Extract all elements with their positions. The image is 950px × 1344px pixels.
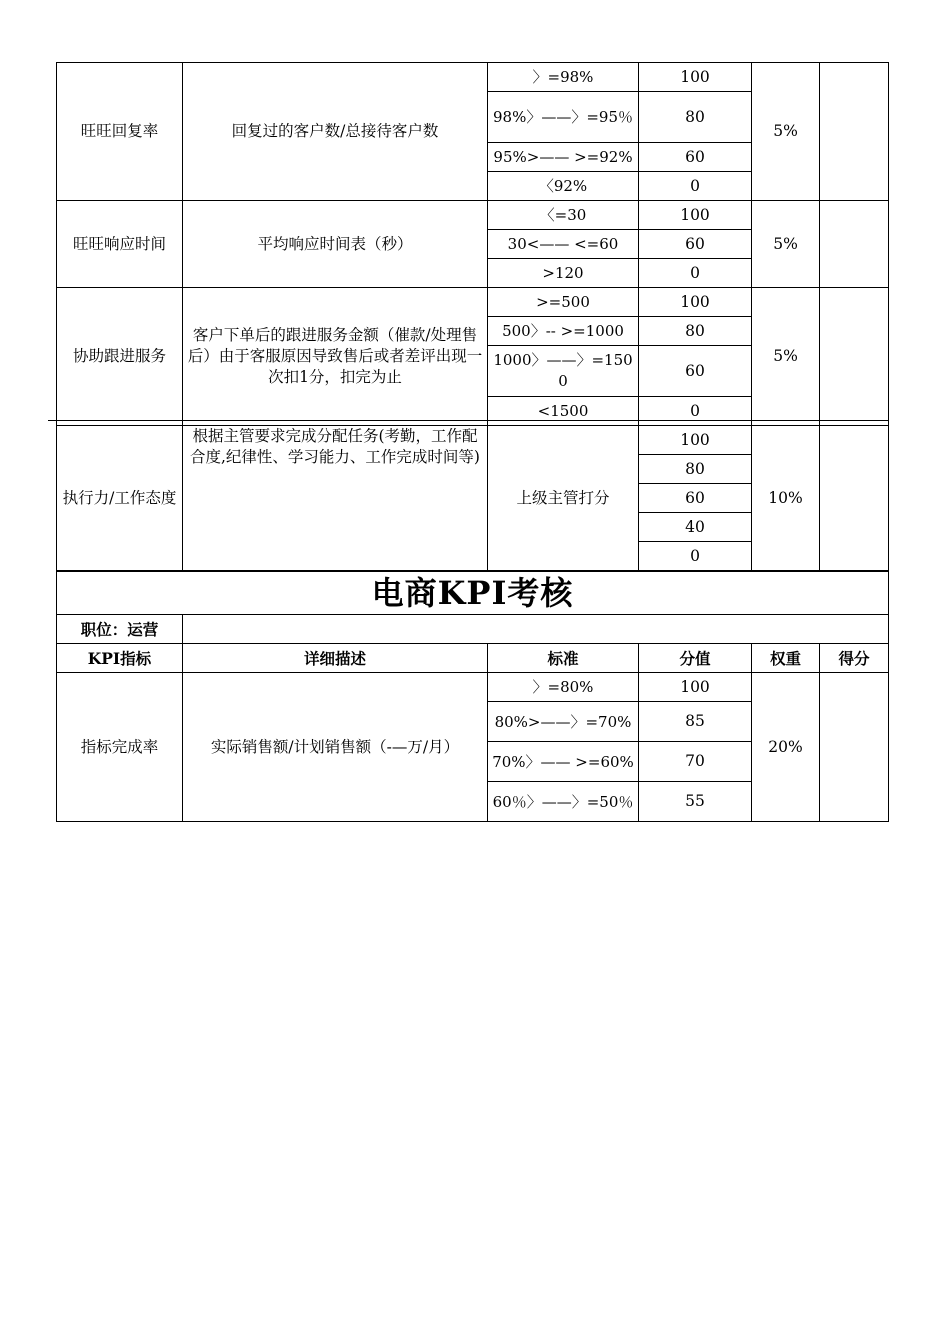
score-cell: 60	[639, 484, 752, 513]
score-cell: 85	[639, 702, 752, 742]
kpi-description-cell: 根据主管要求完成分配任务(考勤，工作配合度,纪律性、学习能力、工作完成时间等)	[183, 426, 488, 572]
score-cell: 100	[639, 201, 752, 230]
table-header-row	[57, 644, 889, 673]
result-score-cell[interactable]	[820, 426, 889, 572]
header-description: 详细描述	[183, 644, 488, 673]
page-break-line	[48, 420, 888, 421]
position-label: 职位：运营	[57, 615, 183, 644]
score-cell: 80	[639, 92, 752, 143]
standard-cell: <1500	[488, 397, 639, 426]
weight-cell: 5%	[752, 201, 820, 288]
standard-cell: 30<—— <=60	[488, 230, 639, 259]
standard-cell: 〉=80%	[488, 673, 639, 702]
standard-cell: 98%〉——〉=95％	[488, 92, 639, 143]
score-cell: 80	[639, 455, 752, 484]
standard-cell: 95%>—— >=92%	[488, 143, 639, 172]
standard-cell: 〈=30	[488, 201, 639, 230]
standard-cell: >120	[488, 259, 639, 288]
score-cell: 60	[639, 230, 752, 259]
result-score-cell[interactable]	[820, 673, 889, 822]
header-standard: 标准	[488, 644, 639, 673]
score-cell: 0	[639, 397, 752, 426]
standard-cell: 60％〉——〉=50％	[488, 782, 639, 822]
kpi-description-cell: 实际销售额/计划销售额（-—万/月）	[183, 673, 488, 822]
header-weight: 权重	[752, 644, 820, 673]
weight-cell: 20%	[752, 673, 820, 822]
standard-cell: 70%〉—— >=60%	[488, 742, 639, 782]
score-cell: 70	[639, 742, 752, 782]
score-cell: 40	[639, 513, 752, 542]
table-row	[57, 673, 889, 702]
table-row	[57, 288, 889, 317]
standard-cell: 上级主管打分	[488, 426, 639, 572]
standard-cell: 〉=98%	[488, 63, 639, 92]
score-cell: 100	[639, 288, 752, 317]
score-cell: 100	[639, 63, 752, 92]
score-cell: 80	[639, 317, 752, 346]
header-kpi: KPI指标	[57, 644, 183, 673]
kpi-name-cell: 执行力/工作态度	[57, 426, 183, 572]
result-score-cell[interactable]	[820, 201, 889, 288]
table-row	[57, 201, 889, 230]
table-row	[57, 571, 889, 615]
table-row	[57, 426, 889, 455]
table-row	[57, 63, 889, 92]
result-score-cell[interactable]	[820, 63, 889, 201]
standard-cell: 〈92%	[488, 172, 639, 201]
standard-cell: 1000〉——〉=1500	[488, 346, 639, 397]
weight-cell: 10%	[752, 426, 820, 572]
kpi-description-cell: 客户下单后的跟进服务金额（催款/处理售后）由于客服原因导致售后或者差评出现一次扣1分，扣完为止	[183, 288, 488, 426]
score-cell: 0	[639, 259, 752, 288]
result-score-cell[interactable]	[820, 288, 889, 426]
score-cell: 100	[639, 426, 752, 455]
score-cell: 60	[639, 346, 752, 397]
kpi-name-cell: 协助跟进服务	[57, 288, 183, 426]
score-cell: 60	[639, 143, 752, 172]
standard-cell: 80%>——〉=70%	[488, 702, 639, 742]
kpi-name-cell: 指标完成率	[57, 673, 183, 822]
standard-cell: >=500	[488, 288, 639, 317]
kpi-description-cell: 回复过的客户数/总接待客户数	[183, 63, 488, 201]
table-row	[57, 615, 889, 644]
page-title: 电商KPI考核	[57, 571, 889, 615]
score-cell: 55	[639, 782, 752, 822]
score-cell: 0	[639, 542, 752, 572]
kpi-description-cell: 平均响应时间表（秒）	[183, 201, 488, 288]
kpi-table	[56, 62, 889, 822]
position-value-cell[interactable]	[183, 615, 889, 644]
weight-cell: 5%	[752, 63, 820, 201]
weight-cell: 5%	[752, 288, 820, 426]
kpi-name-cell: 旺旺响应时间	[57, 201, 183, 288]
header-score: 分值	[639, 644, 752, 673]
kpi-name-cell: 旺旺回复率	[57, 63, 183, 201]
standard-cell: 500〉-- >=1000	[488, 317, 639, 346]
score-cell: 100	[639, 673, 752, 702]
score-cell: 0	[639, 172, 752, 201]
header-result: 得分	[820, 644, 889, 673]
